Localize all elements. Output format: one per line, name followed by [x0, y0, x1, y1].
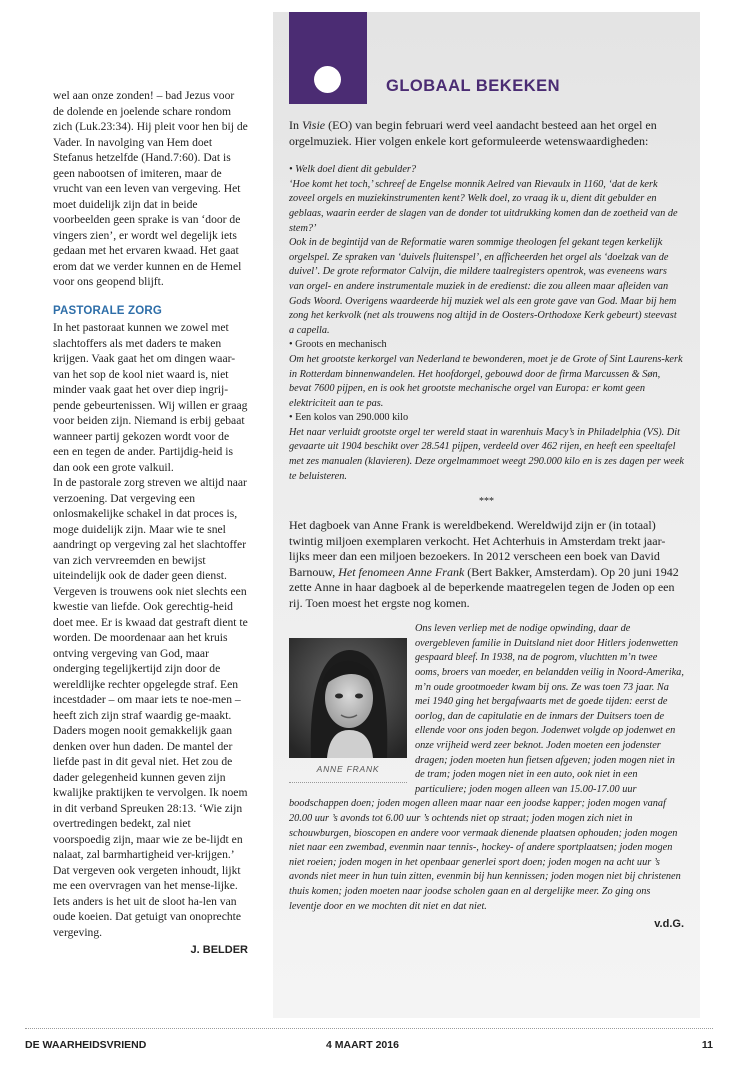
magazine-name: Visie [302, 118, 326, 132]
author-signature-left: J. BELDER [190, 944, 248, 956]
left-paragraph-5: Daders mogen nooit gemakkelijk gaan denken over hun daden. De mantel der liefde past in dit geval niet. Het zou de dader gelegenheid kunnen geven zijn kwalijke praktijken te vervolgen. Ik noem in dit verband Spreuken 28:13. ‘Wie zijn overtredingen bedekt, zal niet voorspoedig zijn, maar wie ze be-lijdt en nalaat, zal barmhartigheid ver-krijgen.’ [53, 724, 248, 861]
author-signature-right: v.d.G. [654, 918, 684, 931]
subheading-kolos: • Een kolos van 290.000 kilo [289, 412, 409, 424]
intro-text-start: In [289, 118, 302, 132]
diary-excerpt [289, 622, 684, 914]
subheading-gebulder: • Welk doel dient dit gebulder? [289, 164, 417, 176]
left-column [53, 88, 248, 959]
subheading-groots: • Groots en mechanisch [289, 339, 387, 351]
laurenskerk-paragraph: Om het grootste kerkorgel van Nederland te bewonderen, moet je de Grote of Sint Laurens-kerk in Rotterdam binnenwandelen. Het hoofdorgel, gebouwd door de firma Marcussen & Søn, bevat 7600 pijpen, en is ook het grootste mechanische orgel van Europa: er komt geen elektriciteit aan te pas. [289, 353, 683, 409]
left-paragraph-1: wel aan onze zonden! – bad Jezus voor de dolende en joelende schare rondom zich (Luk.23:34). Hij pleit voor hen bij de Vader. In navolging van Hem doet Stefanus hetzelfde (Hand.7:60). Dat is geen nabootsen of imiteren, maar de vrucht van een leven van vergeving. Het moet duidelijk zijn dat in beide voorbeelden geen sprake is van ‘door de vingers zien’, er wordt wel degelijk iets gedaan met het ervaren kwaad. Het gaat erom dat we verder kunnen en de Hemel voor ons geopend blijft. [53, 89, 248, 288]
portrait-image [289, 638, 407, 758]
anne-frank-photo [289, 638, 407, 758]
quote-aelred: ‘Hoe komt het toch,’ schreef de Engelse monnik Aelred van Rievaulx in 1160, ‘dat de kerk zoveel orgels en muziekinstrumenten kent? Welk doel, zo vraag ik u, dient dit gebulder en geblaas, waarin eerder de slagen van de donder tot uitdrukking komen dan de zoetheid van de stem?’ [289, 178, 678, 234]
page-number: 11 [701, 1039, 713, 1051]
footer-divider [25, 1028, 713, 1029]
footer-publication: DE WAARHEIDSVRIEND [25, 1039, 147, 1051]
anne-frank-text-1: Het dagboek van Anne Frank is wereldbekend. Wereldwijd zijn er (in totaal) twintig miljoen exemplaren verkocht. Het Achterhuis in Amsterdam trekt jaar-lijks meer dan een miljoen bezoekers. In 2012 verscheen een boek van David Barnouw, [289, 518, 666, 579]
diary-text: Ons leven verliep met de nodige opwinding, daar de overgebleven familie in Duitsland niet door Hitlers jodenwetten gespaard bleef. In 1938, na de pogrom, vluchtten m’n twee ooms, broers van moeder, en belandden veilig in Noord-Amerika, m’n oude grootmoeder kwam bij ons. Ze was toen 73 jaar. Na mei 1940 ging het bergafwaarts met de goede tijden: eerst de oorlog, dan de capitulatie en de inmars der Duitsers toen de ellende voor ons joden begon. Jodenwet volgde op jodenwet en onze vrijheid werd zeer beknot. Joden moeten een jodenster dragen; joden moeten hun fietsen afgeven; joden mogen niet in de tram; joden mogen niet in een auto, ook niet in een particuliere; joden mogen alleen van 15.00-17.00 uur boodschappen doen; joden mogen alleen maar naar een joodse kapper; joden mogen vanaf 20.00 uur ’s avonds tot 6.00 uur ’s ochtends niet op straat; joden mogen zich niet in schouwburgen, bioscopen en andere voor vermaak dienende plaatsen ophouden; joden mogen niet naar een zwembad, evenmin naar tennis-, hockey- of andere sportplaatsen; joden mogen niet roeien; joden mogen in het openbaar generlei sport doen; joden mogen na acht uur ’s avonds niet meer in hun tuin zitten, evenmin bij hun kennissen; joden mogen niet bij christenen thuis komen; joden moeten naar joodse scholen gaan en al dergelijke meer. Zo ging ons leventje door en we mochten dit niet en dat niet. [289, 623, 684, 912]
left-paragraph-2: In het pastoraat kunnen we zowel met slachtoffers als met daders te maken krijgen. Vaak gaat het om dingen waar-van het sop de kool niet waard is, niet minder vaak gaat het over diep ingrij-pende gebeurtenissen. Wij willen er graag voor beiden zijn. Niemand is erbij gebaat wanneer partij gekozen wordt voor de een en tegen de ander. Partijdig-heid is dan ook een grote valkuil. [53, 321, 248, 474]
anne-frank-photo-figure [289, 638, 407, 783]
reformation-paragraph: Ook in de begintijd van de Reformatie waren sommige theologen fel gekant tegen kerkelijk orgelspel. Ze spraken van ‘duivels fluitenspel’, en afficheerden het orgel als ‘doelzak van de duivel’. De grote reformator Calvijn, die mildere taalregisters opentrok, was eveneens wars van orgel- en andere instrumentale muziek in de eredienst: die zou alleen maar afleiden van Gods Woord. Overigens waardeerde hij muziek wel als een grote gave van God. Maar bij hem zong het kerkvolk (net als trouwens nog altijd in de Oosters-Orthodoxe Kerk gebeurt) steevast a capella. [289, 237, 677, 336]
left-paragraph-4: Vergeven is trouwens ook niet slechts een kwestie van liefde. Ook gerechtig-heid doet mee. Er is kwaad dat gestraft dient te worden. De moordenaar aan het kruis ontving vergeving van God, maar onderging tegelijkertijd zijn door de wereldlijke rechter opgelegde straf. Een incestdader – om maar iets te noe-men – heeft zich zijn straf waardig ge-maakt. [53, 584, 248, 722]
section-title: GLOBAAL BEKEKEN [386, 77, 561, 95]
macys-paragraph: Het naar verluidt grootste orgel ter wereld staat in warenhuis Macy’s in Philadelphia (VS). Dit gevaarte uit 1904 beschikt over 28.541 pijpen, verdeeld over 462 rijen, en heeft een speeltafel met zes manualen (klavieren). Deze orgelmammoet weegt 290.000 kilo en is zes dagen per week te beluisteren. [289, 426, 684, 482]
section-heading-pastorale-zorg: PASTORALE ZORG [53, 304, 163, 317]
section-divider-stars: *** [479, 496, 494, 508]
intro-paragraph [289, 118, 684, 149]
left-paragraph-3: In de pastorale zorg streven we altijd naar verzoening. Dat vergeving een onlosmakelijke schakel in dat proces is, moge duidelijk zijn. Maar wie te snel aandringt op vergeving zal het slachtoffer van zich vervreemden en bewijst uiteindelijk ook de dader geen dienst. [53, 476, 247, 582]
circle-icon [314, 66, 341, 93]
footer-date: 4 MAART 2016 [326, 1039, 399, 1051]
anne-frank-intro [289, 518, 684, 611]
photo-caption: ANNE FRANK [289, 762, 407, 783]
left-paragraph-6: Dat vergeven ook vergeten inhoudt, lijkt me een overvragen van het mense-lijke. Iets anders is het uit de sloot ha-len van oude koeien. Dat getuigt van onoprechte vergeving. [53, 863, 242, 939]
anne-frank-text-2: (Bert Bakker, Amsterdam). Op 20 juni 1942 zette Anne in haar dagboek al de beperkende maatregelen tegen de Joden op een rij. Toen moest het ergste nog komen. [289, 564, 679, 610]
book-title: Het fenomeen Anne Frank [338, 564, 465, 579]
right-column [289, 118, 684, 934]
intro-text-end: (EO) van begin februari werd veel aandacht besteed aan het orgel en orgelmuziek. Hier volgen enkele kort geformuleerde wetenswaardigheden: [289, 118, 657, 148]
